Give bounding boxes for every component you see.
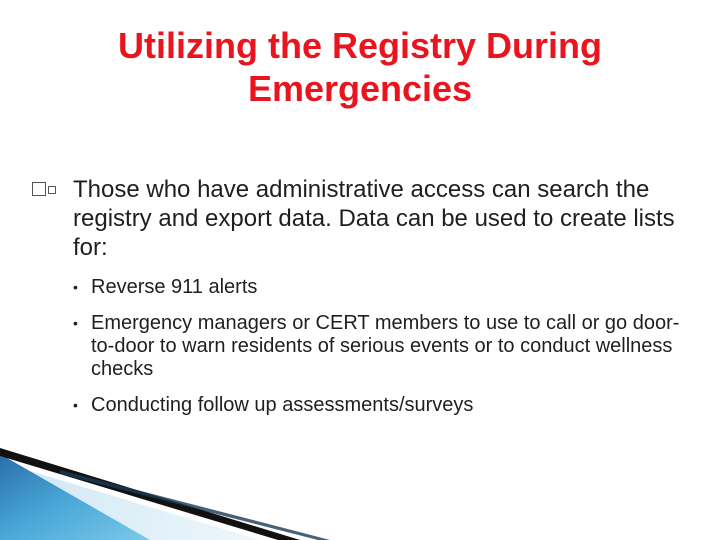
slide-title-line-1: Utilizing the Registry During (117, 25, 602, 66)
sub-bullet-item (29, 394, 699, 417)
bullet-dot-icon: • (73, 279, 78, 295)
sub-bullet-item (29, 312, 699, 381)
slide-title (40, 24, 680, 110)
bullet-dot-icon: • (73, 315, 78, 331)
decor-dark-stripe (0, 448, 300, 540)
main-bullet-text: Those who have administrative access can search the registry and export data. Data can be used to create lists for: (73, 176, 675, 261)
bullet-dot-icon: • (73, 397, 78, 413)
checkbox-square-icon (32, 182, 46, 196)
sub-bullet-text: Emergency managers or CERT members to use to call or go door-to-door to warn residents of serious events or to conduct wellness checks (91, 312, 680, 380)
sub-bullet-text: Reverse 911 alerts (91, 276, 258, 298)
sub-bullet-list (29, 276, 699, 417)
decor-thin-stripe (60, 470, 330, 540)
decor-blue-band (0, 454, 150, 540)
slide-body (29, 175, 699, 430)
decor-light-band (0, 462, 260, 540)
slide-title-line-2: Emergencies (247, 68, 473, 109)
sub-bullet-item (29, 276, 699, 299)
sub-bullet-text: Conducting follow up assessments/surveys (91, 394, 474, 416)
main-bullet (29, 175, 699, 262)
